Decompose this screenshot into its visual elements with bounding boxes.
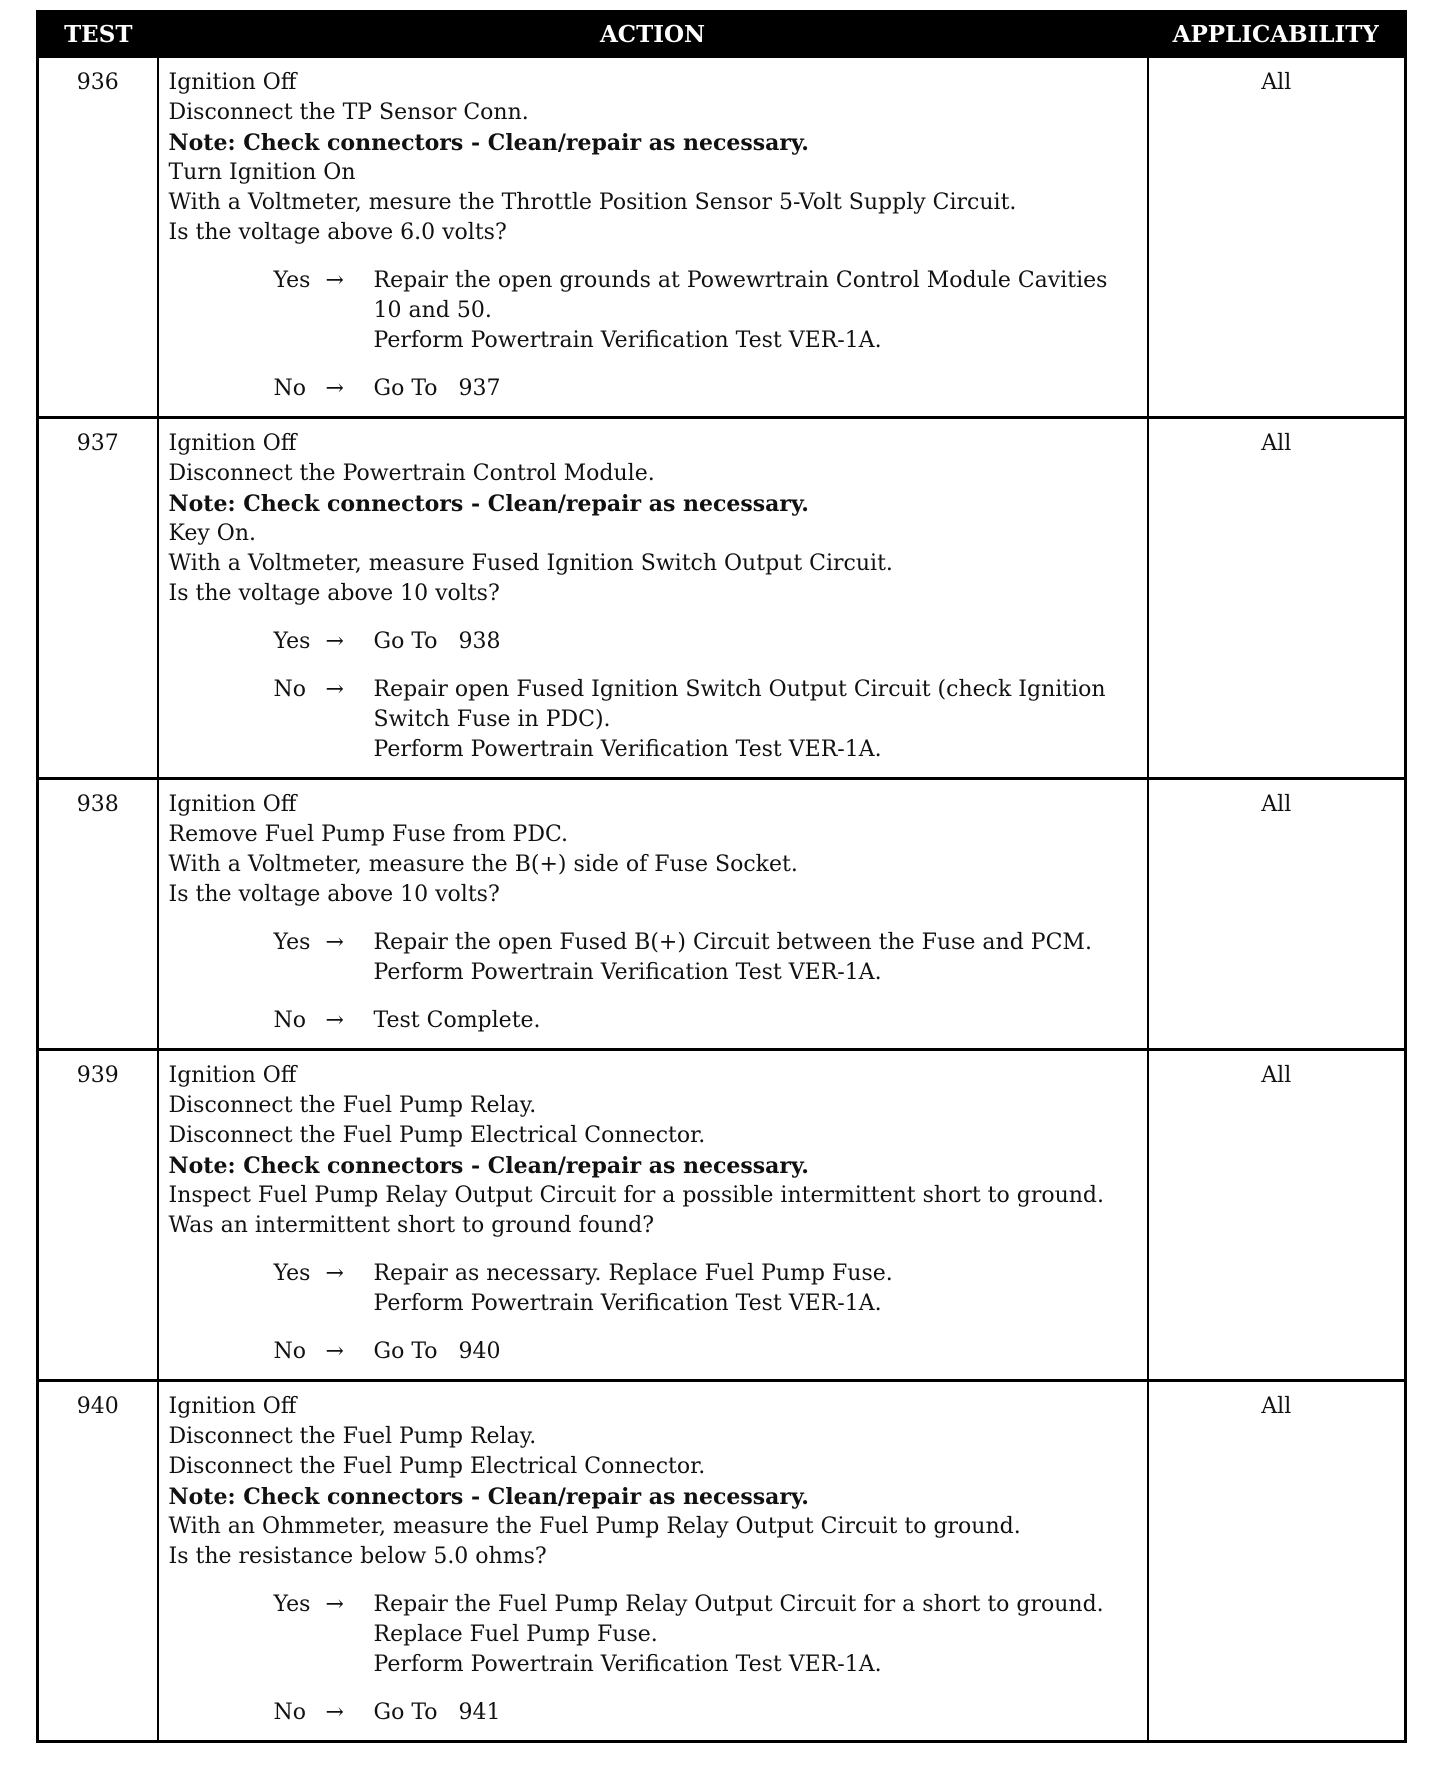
- result-line: Go To 941: [373, 1700, 501, 1725]
- yes-result: [374, 1259, 1139, 1319]
- yes-result: [374, 627, 1139, 657]
- no-result: [374, 1337, 1139, 1367]
- header-test: TEST: [38, 12, 158, 57]
- test-number: 937: [38, 418, 158, 779]
- table-body: [38, 57, 1406, 1742]
- no-label: No: [273, 1008, 306, 1033]
- step-line: Ignition Off: [168, 70, 297, 95]
- result-line: Go To 937: [373, 376, 501, 401]
- arrow-icon: →: [325, 1008, 344, 1033]
- result-line: Repair the Fuel Pump Relay Output Circuit for a short to ground.: [373, 1592, 1104, 1617]
- yes-result: [374, 928, 1139, 988]
- result-line: Test Complete.: [373, 1008, 541, 1033]
- yes-branch: [169, 266, 1139, 356]
- result-line: Perform Powertrain Verification Test VER-1A.: [373, 328, 882, 353]
- step-line: Was an intermittent short to ground found?: [168, 1213, 655, 1238]
- result-line: Perform Powertrain Verification Test VER-1A.: [373, 737, 882, 762]
- test-number: 939: [38, 1050, 158, 1381]
- action-cell: [158, 418, 1148, 779]
- step-line: Remove Fuel Pump Fuse from PDC.: [168, 822, 569, 847]
- yes-branch: [169, 1259, 1139, 1319]
- arrow-icon: →: [325, 1339, 344, 1364]
- table-row: [38, 779, 1406, 1050]
- table-row: [38, 418, 1406, 779]
- test-number: 938: [38, 779, 158, 1050]
- step-line: Disconnect the Fuel Pump Electrical Connector.: [168, 1123, 706, 1148]
- step-line: Disconnect the Fuel Pump Relay.: [168, 1424, 537, 1449]
- arrow-icon: →: [325, 1700, 344, 1725]
- action-cell: [158, 1381, 1148, 1742]
- diagnostic-page: [36, 10, 1404, 1743]
- action-steps: [169, 68, 1139, 248]
- yes-result: [374, 266, 1139, 356]
- no-branch: [169, 1006, 1139, 1036]
- step-line: Ignition Off: [168, 1394, 297, 1419]
- diagnostic-test-table: [36, 10, 1407, 1743]
- no-label: No: [273, 677, 306, 702]
- step-line: With a Voltmeter, measure Fused Ignition Switch Output Circuit.: [168, 551, 893, 576]
- action-steps: [169, 1392, 1139, 1572]
- result-line: Perform Powertrain Verification Test VER-1A.: [373, 1291, 882, 1316]
- result-line: Repair the open Fused B(+) Circuit between the Fuse and PCM.: [373, 930, 1092, 955]
- no-label: No: [273, 1339, 306, 1364]
- no-result: [374, 1698, 1139, 1728]
- arrow-icon: →: [325, 1592, 344, 1617]
- test-number: 936: [38, 57, 158, 418]
- applicability-value: All: [1148, 1381, 1406, 1742]
- step-line: Disconnect the TP Sensor Conn.: [168, 100, 529, 125]
- result-line: Repair as necessary. Replace Fuel Pump Fuse.: [373, 1261, 893, 1286]
- result-line: Perform Powertrain Verification Test VER-1A.: [373, 1652, 882, 1677]
- no-result: [374, 675, 1139, 765]
- applicability-value: All: [1148, 1050, 1406, 1381]
- no-label: No: [273, 1700, 306, 1725]
- arrow-icon: →: [325, 268, 344, 293]
- arrow-icon: →: [325, 677, 344, 702]
- step-line: Inspect Fuel Pump Relay Output Circuit for a possible intermittent short to ground.: [168, 1183, 1104, 1208]
- no-branch: [169, 675, 1139, 765]
- result-line: Repair open Fused Ignition Switch Output Circuit (check Ignition: [373, 677, 1106, 702]
- step-line: Is the resistance below 5.0 ohms?: [168, 1544, 547, 1569]
- table-header: [38, 12, 1406, 57]
- step-line: With a Voltmeter, mesure the Throttle Position Sensor 5-Volt Supply Circuit.: [168, 190, 1017, 215]
- step-line: Disconnect the Fuel Pump Relay.: [168, 1093, 537, 1118]
- note-line: Note: Check connectors - Clean/repair as necessary.: [168, 1153, 809, 1179]
- yes-label: Yes: [273, 930, 311, 955]
- test-number: 940: [38, 1381, 158, 1742]
- header-action: ACTION: [158, 12, 1148, 57]
- action-cell: [158, 57, 1148, 418]
- step-line: Key On.: [168, 521, 256, 546]
- action-cell: [158, 779, 1148, 1050]
- result-line: Go To 940: [373, 1339, 501, 1364]
- no-branch: [169, 1337, 1139, 1367]
- no-label: No: [273, 376, 306, 401]
- yes-label: Yes: [273, 1261, 311, 1286]
- table-row: [38, 1050, 1406, 1381]
- no-branch: [169, 374, 1139, 404]
- arrow-icon: →: [325, 376, 344, 401]
- step-line: Turn Ignition On: [168, 160, 356, 185]
- yes-label: Yes: [273, 629, 311, 654]
- result-line: Switch Fuse in PDC).: [373, 707, 611, 732]
- step-line: Ignition Off: [168, 431, 297, 456]
- applicability-value: All: [1148, 418, 1406, 779]
- step-line: With an Ohmmeter, measure the Fuel Pump Relay Output Circuit to ground.: [168, 1514, 1021, 1539]
- table-row: [38, 1381, 1406, 1742]
- yes-result: [374, 1590, 1139, 1680]
- table-row: [38, 57, 1406, 418]
- no-result: [374, 374, 1139, 404]
- yes-branch: [169, 627, 1139, 657]
- result-line: Repair the open grounds at Powewrtrain Control Module Cavities: [373, 268, 1108, 293]
- header-applicability: APPLICABILITY: [1148, 12, 1406, 57]
- step-line: Ignition Off: [168, 1063, 297, 1088]
- yes-branch: [169, 928, 1139, 988]
- action-steps: [169, 790, 1139, 910]
- note-line: Note: Check connectors - Clean/repair as necessary.: [168, 130, 809, 156]
- step-line: Disconnect the Powertrain Control Module.: [168, 461, 655, 486]
- step-line: Ignition Off: [168, 792, 297, 817]
- step-line: Is the voltage above 6.0 volts?: [168, 220, 507, 245]
- yes-label: Yes: [273, 1592, 311, 1617]
- yes-branch: [169, 1590, 1139, 1680]
- result-line: 10 and 50.: [373, 298, 492, 323]
- no-branch: [169, 1698, 1139, 1728]
- action-steps: [169, 1061, 1139, 1241]
- result-line: Replace Fuel Pump Fuse.: [373, 1622, 658, 1647]
- note-line: Note: Check connectors - Clean/repair as necessary.: [168, 491, 809, 517]
- arrow-icon: →: [325, 1261, 344, 1286]
- applicability-value: All: [1148, 57, 1406, 418]
- result-line: Go To 938: [373, 629, 501, 654]
- step-line: Disconnect the Fuel Pump Electrical Connector.: [168, 1454, 706, 1479]
- yes-label: Yes: [273, 268, 311, 293]
- applicability-value: All: [1148, 779, 1406, 1050]
- arrow-icon: →: [325, 930, 344, 955]
- step-line: With a Voltmeter, measure the B(+) side of Fuse Socket.: [168, 852, 798, 877]
- note-line: Note: Check connectors - Clean/repair as necessary.: [168, 1484, 809, 1510]
- arrow-icon: →: [325, 629, 344, 654]
- step-line: Is the voltage above 10 volts?: [168, 581, 500, 606]
- result-line: Perform Powertrain Verification Test VER-1A.: [373, 960, 882, 985]
- step-line: Is the voltage above 10 volts?: [168, 882, 500, 907]
- action-steps: [169, 429, 1139, 609]
- no-result: [374, 1006, 1139, 1036]
- action-cell: [158, 1050, 1148, 1381]
